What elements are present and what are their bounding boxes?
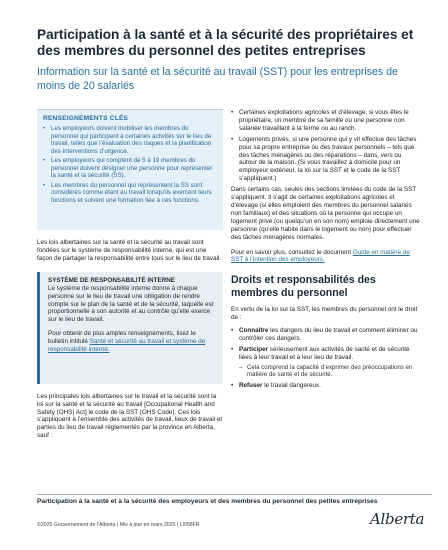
right-item-participate xyxy=(231,346,420,379)
alberta-logo: Alberta xyxy=(370,510,425,528)
footer-divider xyxy=(37,494,432,495)
see-guide-paragraph xyxy=(231,249,420,265)
right-column xyxy=(231,109,420,393)
footer-title: Participation à la santé et à la sécurité des employeurs et des membres du personnel des petites entreprises xyxy=(37,498,378,505)
internal-responsibility-box xyxy=(37,272,223,384)
key-info-item: • Les membres du personnel qui représentent la SS sont considérés comme étant au travail lorsqu’ils exercent leurs fonctions et suivent une formation liée à ces fonctions. xyxy=(43,182,217,205)
more-info-paragraph xyxy=(48,330,217,354)
right-text: les dangers du lieu de travail et comment éliminer ou contrôler ces dangers. xyxy=(239,327,418,343)
more-info-text: Pour obtenir de plus amples renseignements, lisez le bulletin intitulé xyxy=(48,330,196,346)
key-info-heading: RENSEIGNEMENTS CLÉS xyxy=(43,115,129,122)
right-verb: Refuser xyxy=(239,381,263,389)
footer-meta: ©2025 Gouvernement de l’Alberta | Mis à jour en mars 2025 | LI058FR xyxy=(37,522,200,528)
exceptions-list xyxy=(231,109,420,183)
right-item-refuse xyxy=(231,382,420,390)
internal-responsibility-heading: SYSTÈME DE RESPONSABILITÉ INTERNE xyxy=(48,276,176,284)
employer-guide-link[interactable]: Guide en matière de SST à l’intention des employeurs. xyxy=(231,248,410,264)
rights-list xyxy=(231,327,420,390)
left-column xyxy=(37,109,223,440)
intro-paragraph: Les lois albertaines sur la santé et la sécurité au travail sont fondées sur le système de responsabilité interne, qui est une façon de partager la responsabilité entre tous sur le lieu de travail. xyxy=(37,239,222,262)
right-item-know xyxy=(231,327,420,343)
participate-sublist xyxy=(239,364,420,379)
laws-paragraph: Les principales lois albertaines sur le travail et la sécurité sont la loi sur la santé et la sécurité au travail [Occupational Health and Safety (OHS) Act] le code de la SST (OHS Code). Ces lois s’appliquent à l’ensemble des activités de travail, lieux de travail et parties du lieu de travail réglementés par la province en Alberta, sauf : xyxy=(37,392,223,440)
key-info-item: • Les employeurs doivent mobiliser les membres du personnel qui participent à certaines activités sur le lieu de travail, telles que l’évaluation des risques et la planification des interventions d’urgence. xyxy=(43,125,217,155)
right-verb: Connaître xyxy=(239,327,269,335)
page-subtitle: Information sur la santé et la sécurité au travail (SST) pour les entreprises de moins de 20 salariés xyxy=(37,66,398,92)
right-verb: Participer xyxy=(239,345,269,353)
right-text: le travail dangereux. xyxy=(262,381,321,389)
participate-subitem: – Cela comprend la capacité d’exprimer des préoccupations en matière de santé et de sécurité. xyxy=(239,364,420,379)
exception-item: • Logements privés, si une personne qui y vit effectue des tâches pour sa propre entreprise ou des travaux personnels – tels que des tâches ménagères ou des réparations – dans, vers ou autour de la maison. (Si vous travaillez à domicile pour un employeur extérieur, la loi sur la SST et le code de la SST s’appliquent.) xyxy=(231,136,420,183)
limited-sections-paragraph: Dans certains cas, seules des sections limitées du code de la SST s’appliquent. Il s’agit de certaines exploitations agricoles et d’élevage (si elles emploient des membres du personnel salariés non familiaux) et des situations où la personne qui occupe un logement privé (ou quelqu’un en son nom) emploie directement une personne (qu’elle habite dans le logement ou non) pour effectuer des tâches ménagères normales. xyxy=(231,186,420,241)
page-title: Participation à la santé et à la sécurité des propriétaires et des membres du personnel des petites entreprises xyxy=(37,27,414,58)
key-info-item: • Les employeurs qui comptent de 5 à 19 membres du personnel doivent désigner une personne pour représenter la santé et la sécurité (SS). xyxy=(43,157,217,180)
key-info-list xyxy=(43,125,217,204)
rights-intro: En vertu de la loi sur la SST, les membres du personnel ont le droit de : xyxy=(231,306,418,322)
bulletin-link[interactable]: Santé et sécurité au travail et système de responsabilité interne. xyxy=(48,338,206,354)
see-guide-text: Pour en savoir plus, consultez le document xyxy=(231,248,352,256)
rights-heading: Droits et responsabilités des membres du personnel xyxy=(231,274,376,299)
key-info-box xyxy=(37,109,223,230)
exception-item: • Certaines exploitations agricoles et d’élevage, si vous êtes le propriétaire, un membre de sa famille ou une personne non salariée travaillant à la ferme ou au ranch. xyxy=(231,109,420,133)
right-text: sérieusement aux activités de santé et de sécurité liées à leur travail et à leur lieu de travail. xyxy=(239,345,410,361)
internal-responsibility-text: Le système de responsabilité interne donne à chaque personne sur le lieu de travail une obligation de rendre compte sur le plan de la santé et de la sécurité, laquelle est proportionnelle à son autorité et au contrôle qu’elle exerce sur le lieu de travail. xyxy=(48,284,214,324)
